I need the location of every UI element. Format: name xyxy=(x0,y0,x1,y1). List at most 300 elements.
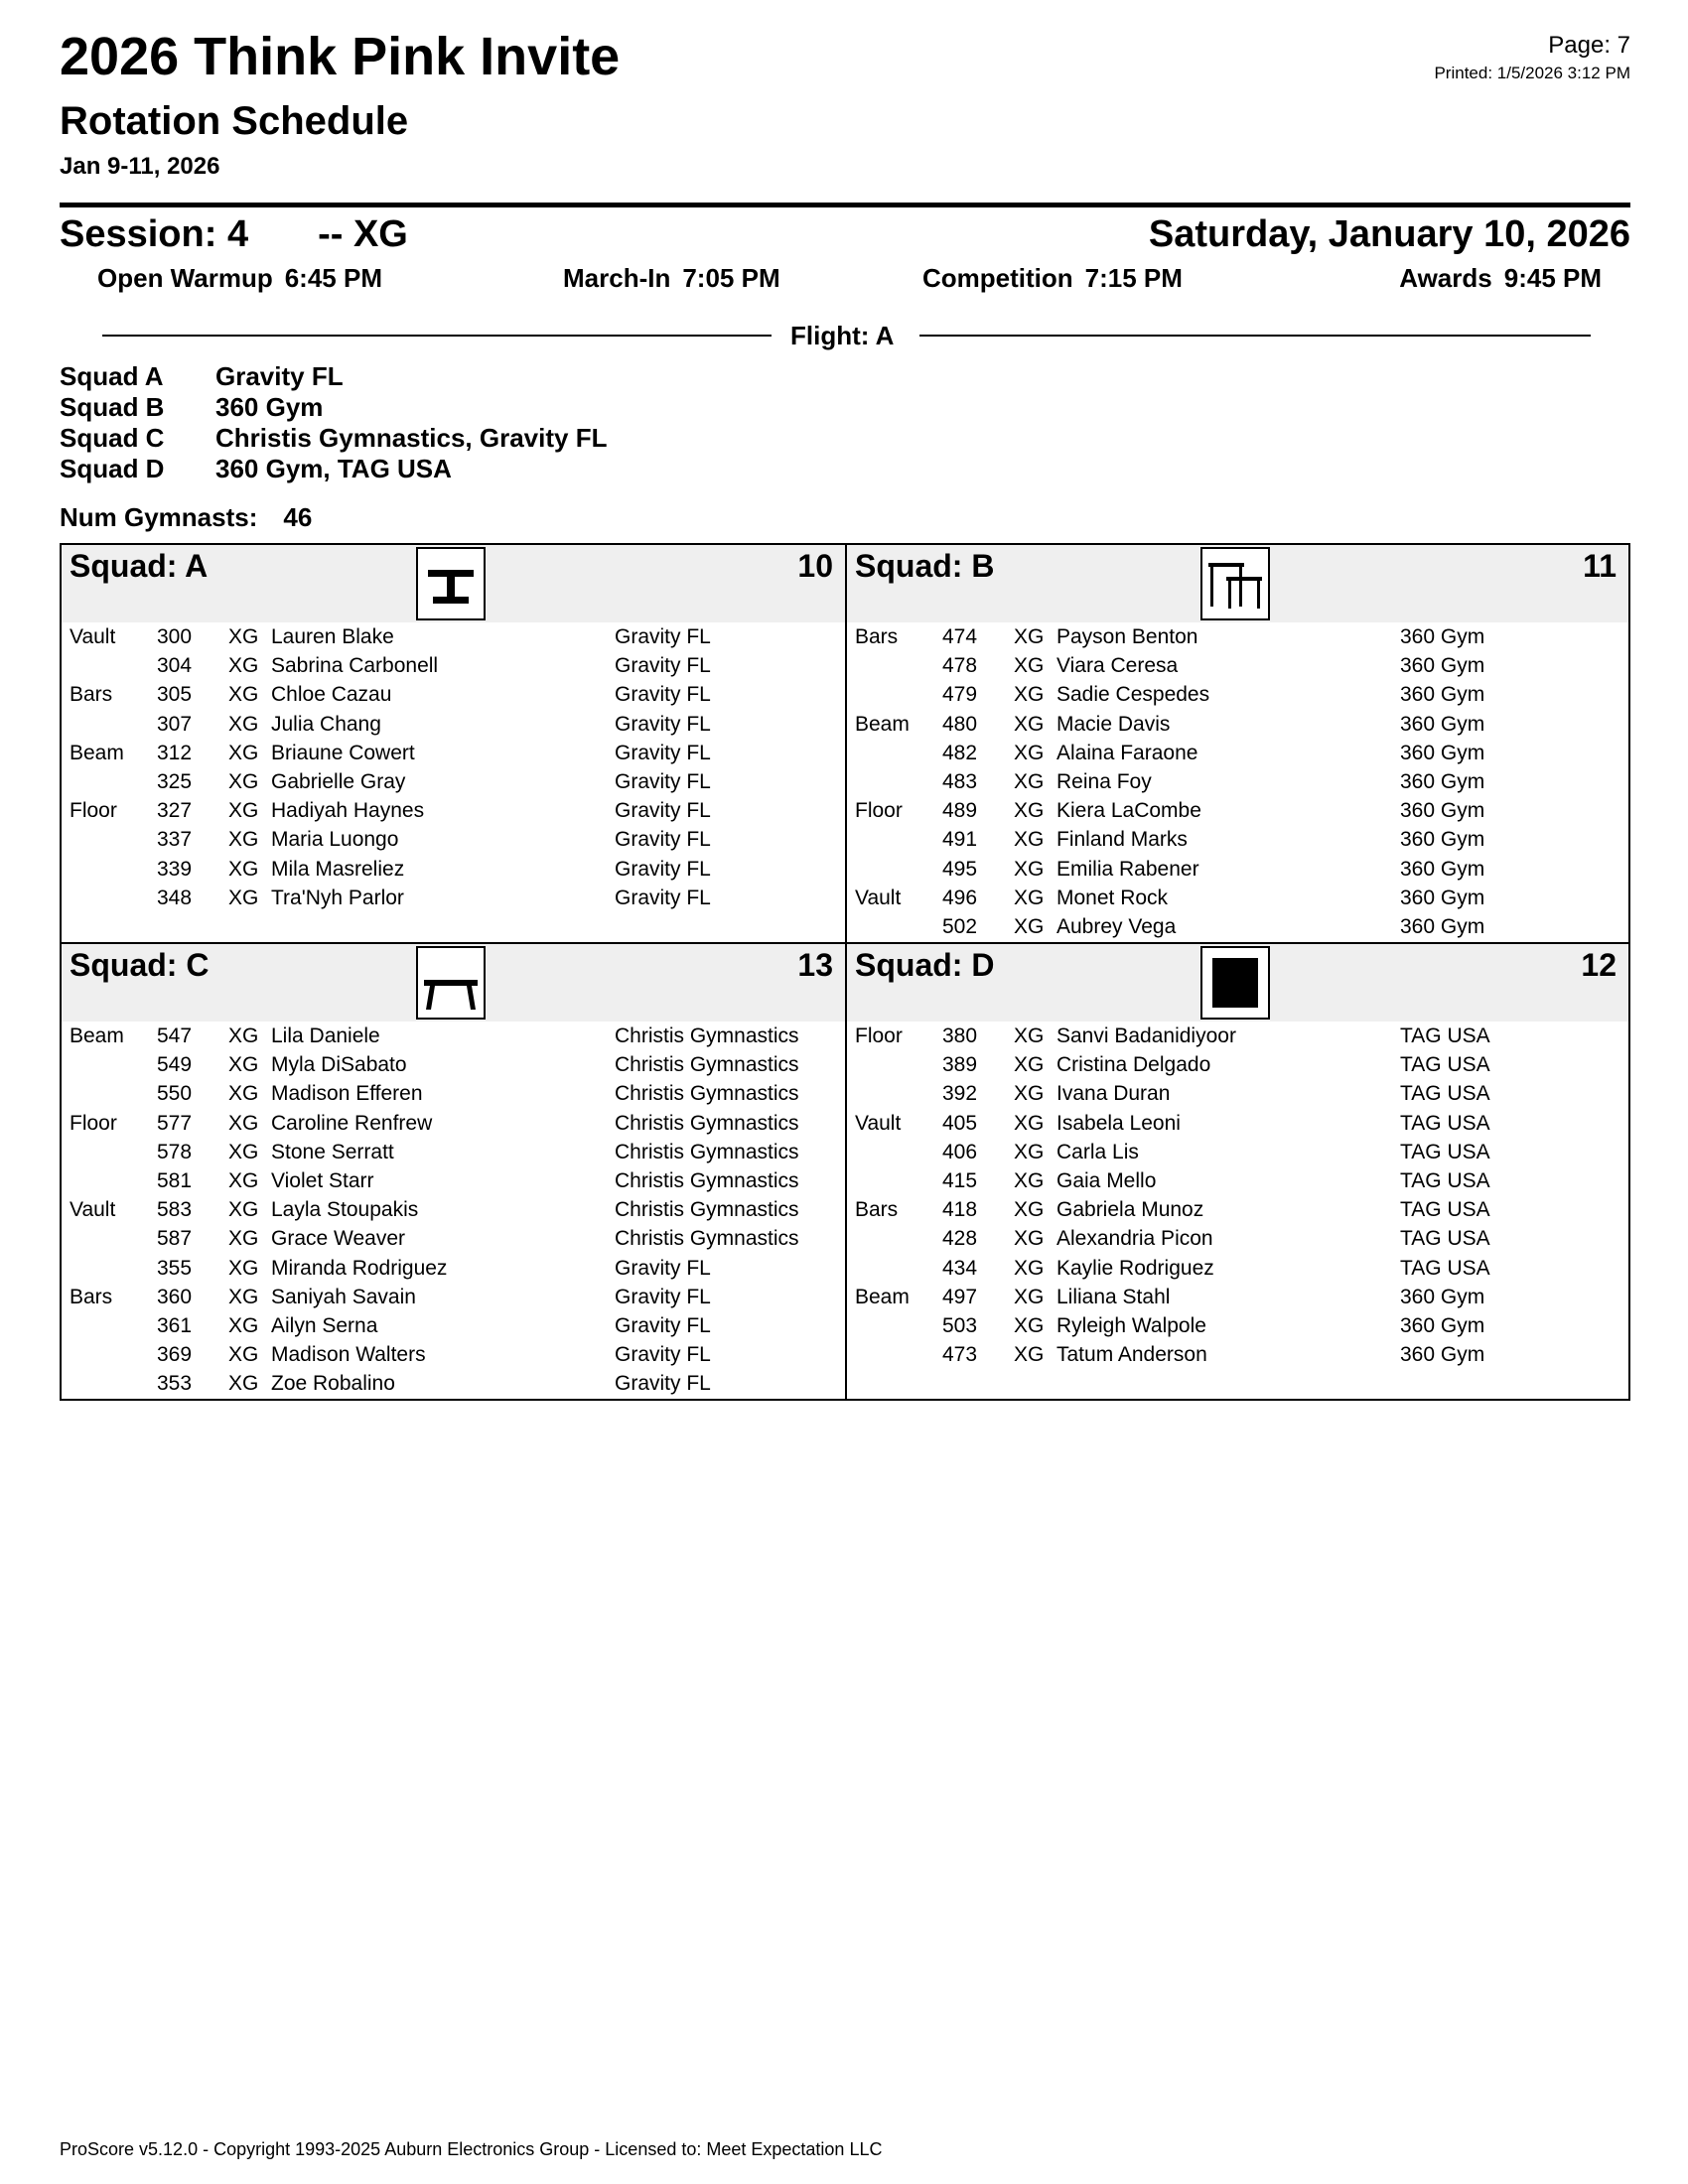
competition-time: 7:15 PM xyxy=(1084,263,1183,293)
roster-club: 360 Gym xyxy=(1400,683,1485,707)
roster-gymnast-name: Macie Davis xyxy=(1056,712,1171,736)
roster-number: 581 xyxy=(157,1168,193,1192)
roster-gymnast-name: Cristina Delgado xyxy=(1056,1053,1211,1077)
roster-gymnast-name: Kaylie Rodriguez xyxy=(1056,1256,1214,1280)
roster-gymnast-name: Aubrey Vega xyxy=(1056,914,1177,938)
roster-gymnast-name: Ailyn Serna xyxy=(271,1313,378,1337)
roster-number: 587 xyxy=(157,1227,193,1251)
roster-number: 478 xyxy=(942,654,978,678)
roster-row xyxy=(847,1224,1628,1253)
roster-club: TAG USA xyxy=(1400,1024,1490,1047)
roster-row xyxy=(847,651,1628,680)
roster-club: Gravity FL xyxy=(615,769,711,793)
roster-club: 360 Gym xyxy=(1400,712,1485,736)
roster-row xyxy=(62,825,845,854)
roster-level: XG xyxy=(228,1256,259,1280)
roster-event: Bars xyxy=(70,683,113,707)
squad-b-header xyxy=(847,545,1628,622)
roster-club: Gravity FL xyxy=(615,799,711,823)
roster-number: 304 xyxy=(157,654,193,678)
roster-row xyxy=(62,767,845,796)
roster-gymnast-name: Emilia Rabener xyxy=(1056,857,1199,881)
roster-gymnast-name: Myla DiSabato xyxy=(271,1053,407,1077)
roster-club: Gravity FL xyxy=(615,1372,711,1396)
roster-row xyxy=(62,739,845,767)
roster-number: 480 xyxy=(942,712,978,736)
roster-gymnast-name: Isabela Leoni xyxy=(1056,1111,1181,1135)
footer-copyright: ProScore v5.12.0 - Copyright 1993-2025 Auburn Electronics Group - Licensed to: Meet Expectation LLC xyxy=(60,2139,883,2159)
roster-event: Beam xyxy=(70,1024,124,1047)
roster-level: XG xyxy=(228,1082,259,1106)
squad-legend-clubs: 360 Gym, TAG USA xyxy=(215,454,452,483)
roster-event: Floor xyxy=(70,799,117,823)
roster-level: XG xyxy=(228,769,259,793)
roster-row xyxy=(62,884,845,912)
roster-row xyxy=(62,1079,845,1108)
roster-number: 339 xyxy=(157,857,193,881)
roster-event: Beam xyxy=(855,1285,910,1308)
squad-a-count: 10 xyxy=(797,548,833,584)
roster-number: 355 xyxy=(157,1256,193,1280)
squad-legend xyxy=(60,361,607,484)
squad-d-roster xyxy=(847,1022,1628,1369)
roster-gymnast-name: Tra'Nyh Parlor xyxy=(271,886,404,909)
roster-club: Christis Gymnastics xyxy=(615,1198,799,1222)
roster-event: Floor xyxy=(855,799,903,823)
roster-row xyxy=(62,1340,845,1369)
roster-number: 482 xyxy=(942,741,978,764)
roster-level: XG xyxy=(228,1343,259,1367)
roster-row xyxy=(62,1050,845,1079)
roster-gymnast-name: Mila Masreliez xyxy=(271,857,405,881)
roster-club: TAG USA xyxy=(1400,1168,1490,1192)
floor-icon xyxy=(1200,946,1270,1020)
roster-row xyxy=(62,855,845,884)
squad-legend-clubs: 360 Gym xyxy=(215,392,324,422)
flight-label: Flight: A xyxy=(790,321,895,350)
roster-row xyxy=(847,1050,1628,1079)
roster-club: Gravity FL xyxy=(615,654,711,678)
roster-row xyxy=(847,884,1628,912)
roster-club: 360 Gym xyxy=(1400,886,1485,909)
roster-event: Vault xyxy=(70,625,116,648)
roster-number: 483 xyxy=(942,769,978,793)
roster-row xyxy=(62,1109,845,1138)
flight-rule-left xyxy=(102,335,772,337)
squad-c-name: Squad: C xyxy=(70,947,210,983)
squad-legend-row xyxy=(60,361,607,392)
awards-time: 9:45 PM xyxy=(1503,263,1602,293)
roster-number: 300 xyxy=(157,625,193,648)
roster-club: TAG USA xyxy=(1400,1053,1490,1077)
roster-row xyxy=(847,1109,1628,1138)
roster-number: 503 xyxy=(942,1313,978,1337)
roster-level: XG xyxy=(1014,625,1045,648)
awards-label: Awards xyxy=(1399,263,1492,293)
roster-row xyxy=(62,1166,845,1195)
roster-gymnast-name: Carla Lis xyxy=(1056,1140,1139,1163)
squad-c-header xyxy=(62,944,845,1022)
roster-event: Vault xyxy=(855,886,902,909)
squad-a-header xyxy=(62,545,845,622)
roster-gymnast-name: Briaune Cowert xyxy=(271,741,415,764)
roster-row xyxy=(62,651,845,680)
roster-club: Christis Gymnastics xyxy=(615,1082,799,1106)
roster-gymnast-name: Ryleigh Walpole xyxy=(1056,1313,1206,1337)
roster-gymnast-name: Monet Rock xyxy=(1056,886,1169,909)
roster-number: 496 xyxy=(942,886,978,909)
roster-gymnast-name: Lauren Blake xyxy=(271,625,394,648)
roster-gymnast-name: Caroline Renfrew xyxy=(271,1111,433,1135)
roster-row xyxy=(847,912,1628,941)
roster-club: Gravity FL xyxy=(615,1313,711,1337)
roster-row xyxy=(847,1138,1628,1166)
roster-gymnast-name: Gaia Mello xyxy=(1056,1168,1157,1192)
squad-legend-row xyxy=(60,423,607,454)
squad-legend-row xyxy=(60,454,607,484)
roster-level: XG xyxy=(1014,1168,1045,1192)
roster-number: 415 xyxy=(942,1168,978,1192)
roster-level: XG xyxy=(228,741,259,764)
roster-level: XG xyxy=(228,857,259,881)
roster-level: XG xyxy=(1014,1256,1045,1280)
march-in-time: 7:05 PM xyxy=(682,263,780,293)
roster-gymnast-name: Finland Marks xyxy=(1056,828,1188,852)
roster-event: Bars xyxy=(855,1198,899,1222)
open-warmup-time: 6:45 PM xyxy=(284,263,382,293)
roster-club: Christis Gymnastics xyxy=(615,1024,799,1047)
roster-club: Christis Gymnastics xyxy=(615,1111,799,1135)
roster-level: XG xyxy=(228,712,259,736)
vault-table-icon xyxy=(416,946,486,1020)
roster-number: 325 xyxy=(157,769,193,793)
roster-club: 360 Gym xyxy=(1400,1343,1485,1367)
header-divider xyxy=(60,203,1630,207)
squad-legend-row xyxy=(60,392,607,423)
roster-row xyxy=(847,1311,1628,1340)
roster-club: TAG USA xyxy=(1400,1111,1490,1135)
squad-legend-squad: Squad B xyxy=(60,392,165,422)
roster-level: XG xyxy=(1014,1024,1045,1047)
roster-gymnast-name: Lila Daniele xyxy=(271,1024,380,1047)
roster-number: 547 xyxy=(157,1024,193,1047)
roster-event: Floor xyxy=(855,1024,903,1047)
roster-club: Christis Gymnastics xyxy=(615,1227,799,1251)
roster-club: Gravity FL xyxy=(615,1256,711,1280)
roster-number: 307 xyxy=(157,712,193,736)
grid-vertical-divider xyxy=(845,543,847,1401)
roster-level: XG xyxy=(1014,886,1045,909)
roster-club: 360 Gym xyxy=(1400,654,1485,678)
roster-row xyxy=(847,710,1628,739)
roster-gymnast-name: Layla Stoupakis xyxy=(271,1198,419,1222)
roster-row xyxy=(847,796,1628,825)
roster-club: 360 Gym xyxy=(1400,914,1485,938)
grid-horizontal-divider xyxy=(60,942,1630,944)
roster-row xyxy=(847,680,1628,709)
roster-club: Gravity FL xyxy=(615,1285,711,1308)
roster-level: XG xyxy=(228,828,259,852)
num-gymnasts xyxy=(60,503,312,532)
roster-level: XG xyxy=(228,799,259,823)
roster-gymnast-name: Alaina Faraone xyxy=(1056,741,1198,764)
roster-club: Christis Gymnastics xyxy=(615,1053,799,1077)
roster-level: XG xyxy=(228,1313,259,1337)
roster-number: 495 xyxy=(942,857,978,881)
roster-level: XG xyxy=(228,1285,259,1308)
roster-club: Gravity FL xyxy=(615,712,711,736)
roster-club: 360 Gym xyxy=(1400,769,1485,793)
roster-number: 389 xyxy=(942,1053,978,1077)
squad-legend-clubs: Gravity FL xyxy=(215,361,344,391)
roster-row xyxy=(62,796,845,825)
roster-level: XG xyxy=(228,654,259,678)
roster-row xyxy=(62,1369,845,1398)
roster-row xyxy=(847,1340,1628,1369)
roster-row xyxy=(847,1022,1628,1050)
num-gymnasts-label: Num Gymnasts: xyxy=(60,502,258,532)
roster-number: 491 xyxy=(942,828,978,852)
squad-b-name: Squad: B xyxy=(855,548,995,584)
roster-level: XG xyxy=(1014,828,1045,852)
flight-rule-right xyxy=(919,335,1591,337)
roster-level: XG xyxy=(228,1053,259,1077)
roster-gymnast-name: Payson Benton xyxy=(1056,625,1198,648)
roster-gymnast-name: Gabriela Munoz xyxy=(1056,1198,1204,1222)
roster-club: TAG USA xyxy=(1400,1082,1490,1106)
roster-row xyxy=(847,1195,1628,1224)
roster-row xyxy=(847,1283,1628,1311)
roster-gymnast-name: Alexandria Picon xyxy=(1056,1227,1213,1251)
roster-club: 360 Gym xyxy=(1400,1285,1485,1308)
roster-club: 360 Gym xyxy=(1400,828,1485,852)
roster-level: XG xyxy=(228,1024,259,1047)
session-heading xyxy=(60,214,408,256)
roster-number: 405 xyxy=(942,1111,978,1135)
roster-gymnast-name: Kiera LaCombe xyxy=(1056,799,1201,823)
roster-level: XG xyxy=(228,1168,259,1192)
roster-level: XG xyxy=(228,886,259,909)
roster-club: 360 Gym xyxy=(1400,625,1485,648)
roster-level: XG xyxy=(1014,1227,1045,1251)
roster-level: XG xyxy=(1014,1313,1045,1337)
roster-number: 479 xyxy=(942,683,978,707)
roster-row xyxy=(847,825,1628,854)
roster-club: Christis Gymnastics xyxy=(615,1168,799,1192)
roster-level: XG xyxy=(1014,1285,1045,1308)
roster-level: XG xyxy=(1014,1198,1045,1222)
roster-gymnast-name: Violet Starr xyxy=(271,1168,374,1192)
roster-level: XG xyxy=(1014,741,1045,764)
roster-club: Christis Gymnastics xyxy=(615,1140,799,1163)
roster-gymnast-name: Miranda Rodriguez xyxy=(271,1256,448,1280)
printed-timestamp: Printed: 1/5/2026 3:12 PM xyxy=(1434,64,1630,82)
roster-row xyxy=(847,1079,1628,1108)
session-date: Saturday, January 10, 2026 xyxy=(1148,213,1630,255)
roster-gymnast-name: Hadiyah Haynes xyxy=(271,799,425,823)
roster-number: 502 xyxy=(942,914,978,938)
roster-event: Floor xyxy=(70,1111,117,1135)
roster-number: 418 xyxy=(942,1198,978,1222)
roster-event: Beam xyxy=(855,712,910,736)
roster-level: XG xyxy=(1014,712,1045,736)
roster-row xyxy=(847,739,1628,767)
roster-number: 583 xyxy=(157,1198,193,1222)
roster-gymnast-name: Sadie Cespedes xyxy=(1056,683,1210,707)
roster-club: Gravity FL xyxy=(615,886,711,909)
roster-level: XG xyxy=(1014,857,1045,881)
roster-row xyxy=(62,1195,845,1224)
meet-title: 2026 Think Pink Invite xyxy=(60,27,621,86)
roster-number: 360 xyxy=(157,1285,193,1308)
open-warmup-label: Open Warmup xyxy=(97,263,273,293)
roster-event: Vault xyxy=(855,1111,902,1135)
roster-level: XG xyxy=(1014,1343,1045,1367)
roster-number: 428 xyxy=(942,1227,978,1251)
roster-gymnast-name: Madison Walters xyxy=(271,1343,426,1367)
roster-row xyxy=(62,1283,845,1311)
squad-b-roster xyxy=(847,622,1628,941)
roster-gymnast-name: Zoe Robalino xyxy=(271,1372,395,1396)
roster-gymnast-name: Grace Weaver xyxy=(271,1227,405,1251)
roster-club: 360 Gym xyxy=(1400,857,1485,881)
roster-club: 360 Gym xyxy=(1400,1313,1485,1337)
roster-club: Gravity FL xyxy=(615,1343,711,1367)
roster-number: 489 xyxy=(942,799,978,823)
schedule-subtitle: Rotation Schedule xyxy=(60,99,409,143)
squad-a-roster xyxy=(62,622,845,912)
roster-level: XG xyxy=(1014,799,1045,823)
roster-row xyxy=(62,710,845,739)
page-number: Page: 7 xyxy=(1548,32,1630,59)
squad-d-count: 12 xyxy=(1581,947,1617,983)
roster-level: XG xyxy=(1014,654,1045,678)
roster-row xyxy=(847,855,1628,884)
roster-number: 305 xyxy=(157,683,193,707)
roster-number: 380 xyxy=(942,1024,978,1047)
roster-row xyxy=(847,1166,1628,1195)
roster-level: XG xyxy=(1014,683,1045,707)
march-in-label: March-In xyxy=(563,263,671,293)
march-in xyxy=(563,264,780,293)
session-label: Session: 4 xyxy=(60,213,249,255)
roster-event: Bars xyxy=(70,1285,113,1308)
roster-number: 361 xyxy=(157,1313,193,1337)
roster-gymnast-name: Stone Serratt xyxy=(271,1140,394,1163)
roster-number: 497 xyxy=(942,1285,978,1308)
roster-number: 353 xyxy=(157,1372,193,1396)
roster-number: 550 xyxy=(157,1082,193,1106)
squad-legend-squad: Squad C xyxy=(60,423,165,453)
competition xyxy=(922,264,1183,293)
roster-row xyxy=(847,767,1628,796)
roster-row xyxy=(62,1311,845,1340)
roster-level: XG xyxy=(228,1140,259,1163)
roster-club: TAG USA xyxy=(1400,1256,1490,1280)
roster-club: TAG USA xyxy=(1400,1140,1490,1163)
roster-row xyxy=(847,622,1628,651)
roster-club: 360 Gym xyxy=(1400,741,1485,764)
roster-level: XG xyxy=(228,1227,259,1251)
roster-level: XG xyxy=(228,1111,259,1135)
roster-club: TAG USA xyxy=(1400,1198,1490,1222)
roster-number: 327 xyxy=(157,799,193,823)
beam-icon xyxy=(416,547,486,620)
roster-row xyxy=(62,622,845,651)
squad-legend-squad: Squad D xyxy=(60,454,165,483)
squad-b-count: 11 xyxy=(1583,548,1617,584)
roster-number: 578 xyxy=(157,1140,193,1163)
roster-club: TAG USA xyxy=(1400,1227,1490,1251)
squad-c-count: 13 xyxy=(797,947,833,983)
roster-number: 473 xyxy=(942,1343,978,1367)
squad-legend-squad: Squad A xyxy=(60,361,164,391)
roster-level: XG xyxy=(228,1198,259,1222)
roster-number: 369 xyxy=(157,1343,193,1367)
roster-gymnast-name: Viara Ceresa xyxy=(1056,654,1179,678)
roster-level: XG xyxy=(1014,1111,1045,1135)
roster-number: 434 xyxy=(942,1256,978,1280)
roster-event: Beam xyxy=(70,741,124,764)
roster-row xyxy=(62,1254,845,1283)
roster-number: 406 xyxy=(942,1140,978,1163)
roster-level: XG xyxy=(228,1372,259,1396)
roster-event: Vault xyxy=(70,1198,116,1222)
roster-gymnast-name: Maria Luongo xyxy=(271,828,399,852)
squad-a-name: Squad: A xyxy=(70,548,209,584)
roster-row xyxy=(62,680,845,709)
roster-gymnast-name: Chloe Cazau xyxy=(271,683,392,707)
roster-level: XG xyxy=(1014,914,1045,938)
roster-gymnast-name: Ivana Duran xyxy=(1056,1082,1171,1106)
open-warmup xyxy=(97,264,382,293)
roster-gymnast-name: Tatum Anderson xyxy=(1056,1343,1207,1367)
roster-level: XG xyxy=(1014,769,1045,793)
roster-gymnast-name: Julia Chang xyxy=(271,712,381,736)
squad-legend-clubs: Christis Gymnastics, Gravity FL xyxy=(215,423,608,453)
roster-gymnast-name: Saniyah Savain xyxy=(271,1285,416,1308)
roster-level: XG xyxy=(1014,1082,1045,1106)
roster-number: 549 xyxy=(157,1053,193,1077)
roster-club: Gravity FL xyxy=(615,683,711,707)
roster-event: Bars xyxy=(855,625,899,648)
roster-number: 577 xyxy=(157,1111,193,1135)
roster-row xyxy=(62,1138,845,1166)
meet-dates: Jan 9-11, 2026 xyxy=(60,153,220,180)
roster-number: 392 xyxy=(942,1082,978,1106)
roster-number: 474 xyxy=(942,625,978,648)
num-gymnasts-value: 46 xyxy=(283,502,313,532)
competition-label: Competition xyxy=(922,263,1073,293)
squad-d-header xyxy=(847,944,1628,1022)
roster-gymnast-name: Sabrina Carbonell xyxy=(271,654,439,678)
squad-d-name: Squad: D xyxy=(855,947,995,983)
roster-level: XG xyxy=(228,625,259,648)
roster-gymnast-name: Madison Efferen xyxy=(271,1082,423,1106)
roster-gymnast-name: Gabrielle Gray xyxy=(271,769,406,793)
roster-club: 360 Gym xyxy=(1400,799,1485,823)
roster-row xyxy=(62,1022,845,1050)
roster-gymnast-name: Sanvi Badanidiyoor xyxy=(1056,1024,1236,1047)
roster-row xyxy=(847,1254,1628,1283)
roster-club: Gravity FL xyxy=(615,857,711,881)
roster-club: Gravity FL xyxy=(615,625,711,648)
uneven-bars-icon xyxy=(1200,547,1270,620)
awards xyxy=(1399,264,1602,293)
roster-club: Gravity FL xyxy=(615,828,711,852)
roster-level: XG xyxy=(228,683,259,707)
roster-number: 337 xyxy=(157,828,193,852)
